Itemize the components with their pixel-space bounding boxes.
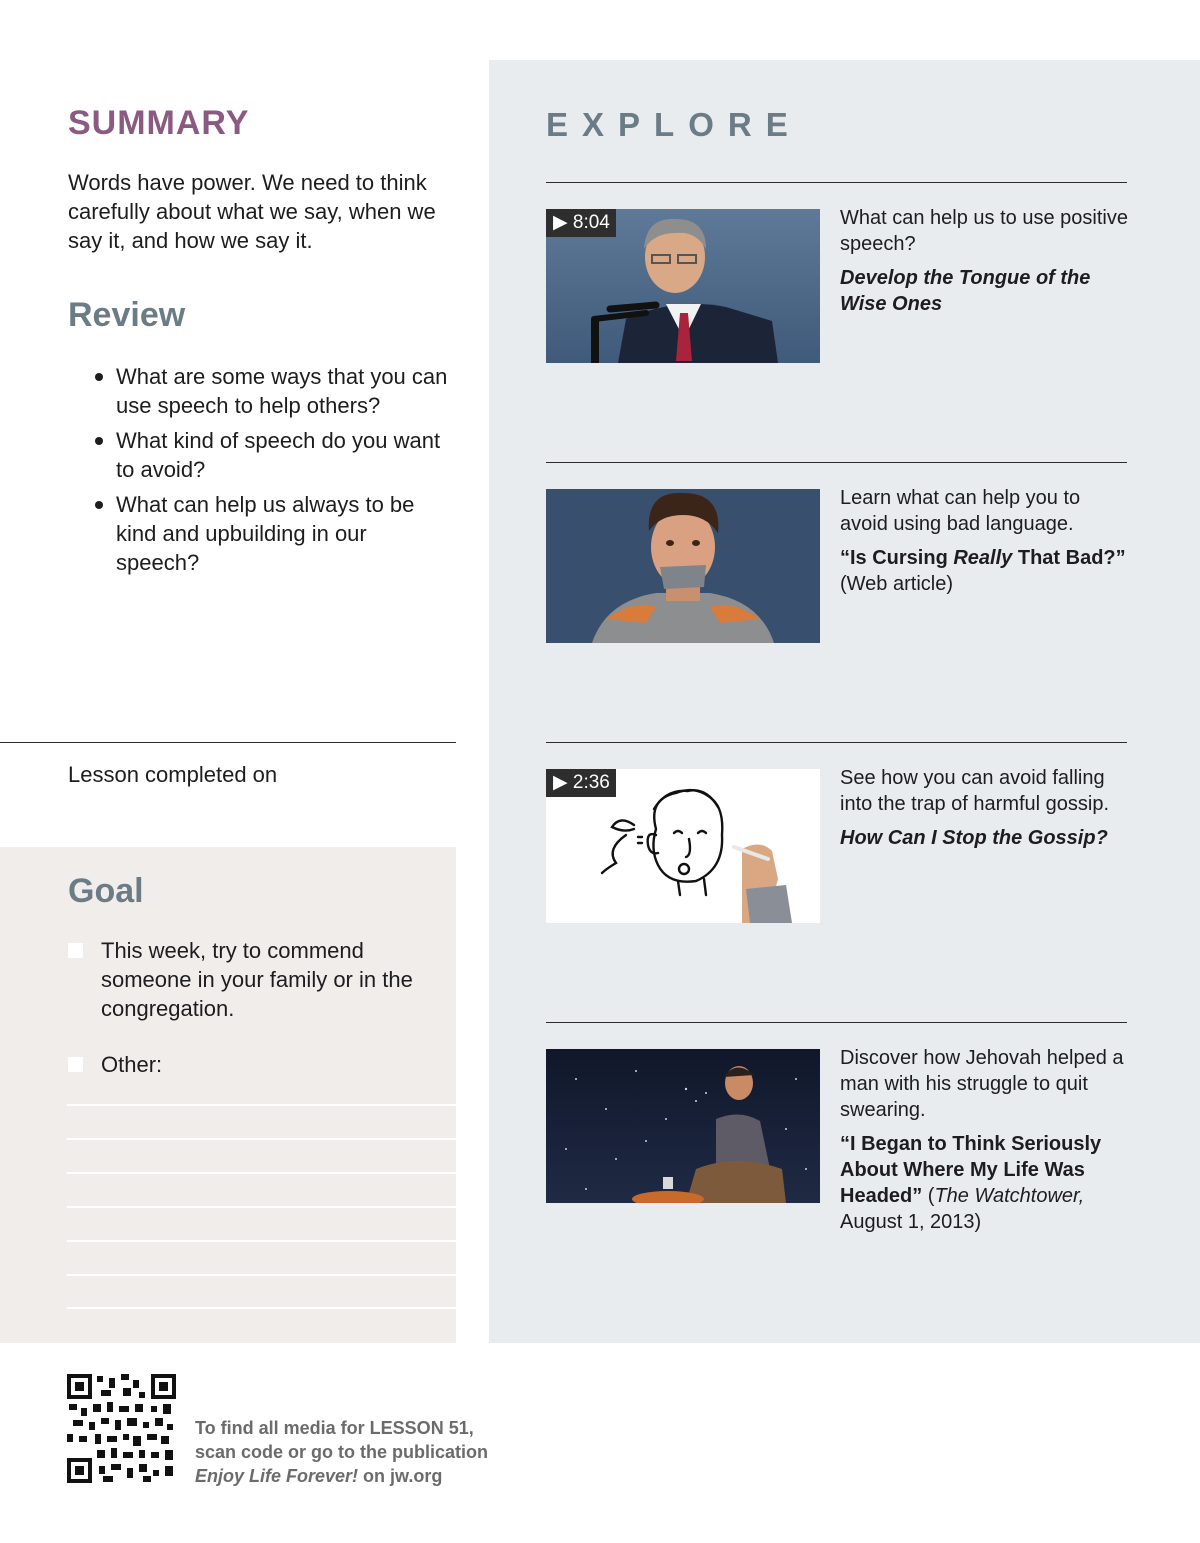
publication-link[interactable]: Enjoy Life Forever! [195, 1466, 359, 1486]
write-line[interactable] [67, 1240, 456, 1242]
lesson-completed-label: Lesson completed on [68, 762, 278, 787]
goal-checkbox-icon[interactable] [68, 943, 83, 958]
title-part: That Bad?” [1012, 547, 1126, 569]
review-item [95, 362, 450, 420]
explore-item-desc: Learn what can help you to avoid using bad language. [840, 487, 1081, 535]
source-part: ( [922, 1185, 935, 1207]
video-duration: ▶ 2:36 [546, 769, 616, 797]
write-line[interactable] [67, 1274, 456, 1276]
footer-line: To find all media for LESSON 51, [195, 1418, 474, 1438]
article-source: (Web article) [840, 573, 953, 595]
review-item [95, 490, 450, 577]
article-title-link[interactable] [840, 1131, 1130, 1235]
footer-note [195, 1416, 488, 1488]
divider [546, 182, 1127, 183]
divider [0, 742, 456, 743]
write-line[interactable] [67, 1104, 456, 1106]
write-line[interactable] [67, 1206, 456, 1208]
review-item-text: What can help us always to be kind and upbuilding in our speech? [116, 492, 415, 575]
divider [546, 462, 1127, 463]
teen-taped-mouth-image [546, 489, 820, 643]
write-line[interactable] [67, 1138, 456, 1140]
article-thumbnail-night[interactable] [546, 1049, 820, 1203]
review-item-text: What are some ways that you can use speech to help others? [116, 364, 448, 418]
footer-line: scan code or go to the publication [195, 1442, 489, 1462]
summary-text: Words have power. We need to think carefully about what we say, when we say it, and how we say it. [68, 170, 436, 253]
title-part: “Is Cursing [840, 547, 954, 569]
summary-heading: SUMMARY [68, 104, 250, 142]
explore-item-desc: What can help us to use positive speech? [840, 207, 1128, 255]
bullet-icon [95, 501, 103, 509]
divider [546, 1022, 1127, 1023]
review-list [95, 362, 450, 583]
explore-item-2 [840, 485, 1130, 597]
explore-item-1 [840, 205, 1130, 317]
explore-item-3 [840, 765, 1130, 851]
video-title-link[interactable]: Develop the Tongue of the Wise Ones [840, 267, 1091, 315]
qr-code-icon[interactable] [67, 1374, 176, 1483]
article-title: “I Began to Think Seriously About Where My Life Was Headed” [840, 1133, 1102, 1207]
video-title-link[interactable]: How Can I Stop the Gossip? [840, 827, 1108, 849]
review-item [95, 426, 450, 484]
article-title-link[interactable] [840, 545, 1130, 571]
write-line[interactable] [67, 1172, 456, 1174]
source-part: August 1, 2013) [840, 1211, 982, 1233]
article-thumbnail-teen[interactable] [546, 489, 820, 643]
explore-heading: EXPLORE [546, 106, 802, 143]
qr-code-graphic [67, 1374, 176, 1483]
footer-line [195, 1464, 488, 1488]
explore-item-4 [840, 1045, 1130, 1235]
man-under-stars-image [546, 1049, 820, 1203]
write-line[interactable] [67, 1307, 456, 1309]
bullet-icon [95, 373, 103, 381]
other-checkbox-icon[interactable] [68, 1057, 83, 1072]
video-duration: ▶ 8:04 [546, 209, 616, 237]
review-heading: Review [68, 296, 186, 334]
bullet-icon [95, 437, 103, 445]
goal-item-text: This week, try to commend someone in your family or in the congregation. [101, 938, 413, 1021]
video-thumbnail-speaker[interactable] [546, 209, 820, 363]
goal-panel [0, 847, 456, 1343]
goal-heading: Goal [68, 872, 144, 910]
video-thumbnail-sketch[interactable] [546, 769, 820, 923]
goal-other-label: Other: [101, 1052, 163, 1077]
footer-line-rest: on jw.org [358, 1466, 443, 1486]
explore-item-desc: See how you can avoid falling into the trap of harmful gossip. [840, 767, 1110, 815]
source-emphasis: The Watchtower, [934, 1185, 1085, 1207]
title-emphasis: Really [953, 547, 1013, 569]
review-item-text: What kind of speech do you want to avoid? [116, 428, 441, 482]
explore-item-desc: Discover how Jehovah helped a man with his struggle to quit swearing. [840, 1047, 1124, 1121]
divider [546, 742, 1127, 743]
